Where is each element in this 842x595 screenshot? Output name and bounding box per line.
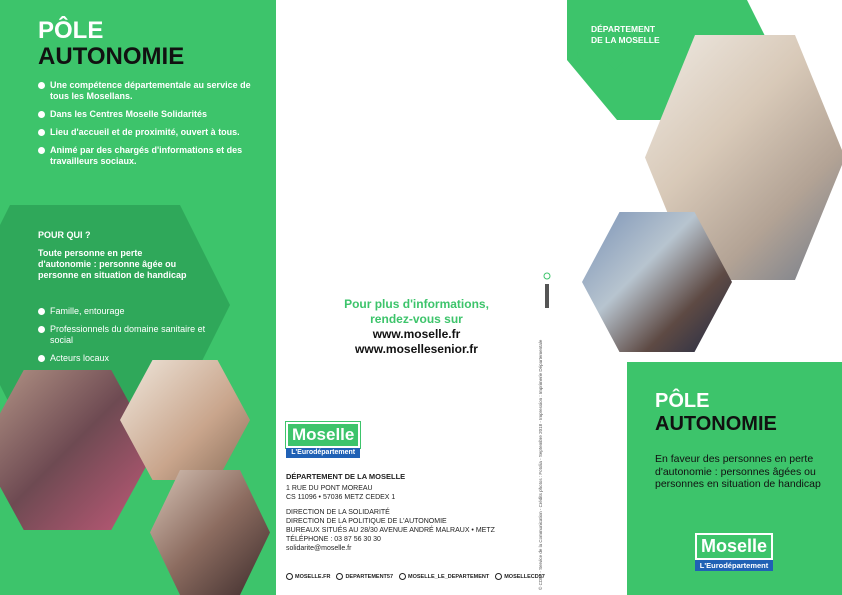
audience-item: Famille, entourage [38,306,218,317]
left-title [38,18,184,70]
address-line: 1 RUE DU PONT MOREAU [286,485,373,492]
info-block [276,297,557,357]
social-label: MOSELLE_LE_DEPARTEMENT [408,573,490,580]
photo-meal-assistance [150,470,270,595]
imprim-vert-logo [542,270,552,310]
pour-qui-text: Toute personne en perte d'autonomie : personne âgée ou personne en situation de handicap [38,248,187,280]
social-label: MOSELLE.FR [295,573,331,580]
left-title-line1: PÔLE [38,17,104,44]
credit-text: © CD57 - Service de la Communication - Crédits photos : Fotolia - Septembre 2018 - Impression : Imprimerie Départementale [538,339,543,590]
social-instagram[interactable] [399,573,489,580]
social-website[interactable] [286,573,330,580]
logo-text: Moselle [286,422,360,448]
moselle-logo-right [695,533,773,571]
address-block [286,472,495,553]
logo-subtext: L'Eurodépartement [286,448,360,458]
instagram-icon [399,573,406,580]
logo-text: Moselle [695,533,773,560]
audience-item: Acteurs locaux [38,353,218,364]
social-label: DEPARTEMENT57 [345,573,394,580]
left-bullet-list [38,80,270,174]
pour-qui-title: POUR QUI ? [38,230,91,240]
bullet-item: Lieu d'accueil et de proximité, ouvert à tous. [38,127,270,138]
info-line1: Pour plus d'informations, [344,297,489,311]
middle-panel [276,0,557,595]
bullet-item: Une compétence départementale au service de tous les Mosellans. [38,80,270,102]
address-line: CS 11096 • 57036 METZ CEDEX 1 [286,494,396,501]
right-panel [557,0,842,595]
left-title-line2: AUTONOMIE [38,43,185,70]
right-subtitle: En faveur des personnes en perte d'autonomie : personnes âgées ou personnes en situation de handicap [655,453,821,490]
bullet-item: Dans les Centres Moselle Solidarités [38,109,270,120]
address-name: DÉPARTEMENT DE LA MOSELLE [286,472,406,481]
right-title-line2: AUTONOMIE [655,413,777,435]
right-title-line1: PÔLE [655,390,710,412]
link-mosellesenior[interactable]: www.mosellesenior.fr [355,342,478,356]
social-bar [286,573,545,580]
moselle-logo [286,422,360,458]
logo-subtext: L'Eurodépartement [695,560,773,571]
dept-line1: DÉPARTEMENT [591,24,656,34]
social-label: MOSELLECD57 [504,573,545,580]
bullet-item: Animé par des chargés d'informations et des travailleurs sociaux. [38,145,270,167]
address-phone: TÉLÉPHONE : 03 87 56 30 30 [286,536,381,543]
address-line: DIRECTION DE LA POLITIQUE DE L'AUTONOMIE [286,518,447,525]
dept-line2: DE LA MOSELLE [591,35,660,45]
address-line: DIRECTION DE LA SOLIDARITÉ [286,509,390,516]
globe-icon [286,573,293,580]
twitter-icon [495,573,502,580]
audience-item: Professionnels du domaine sanitaire et social [38,324,218,346]
link-moselle[interactable]: www.moselle.fr [372,327,461,341]
info-line2: rendez-vous sur [370,312,463,326]
address-email[interactable]: solidarite@moselle.fr [286,545,352,552]
left-panel [0,0,276,595]
facebook-icon [336,573,343,580]
social-facebook[interactable] [336,573,393,580]
department-badge [577,0,687,62]
address-line: BUREAUX SITUÉS AU 28/30 AVENUE ANDRÉ MALRAUX • METZ [286,527,495,534]
